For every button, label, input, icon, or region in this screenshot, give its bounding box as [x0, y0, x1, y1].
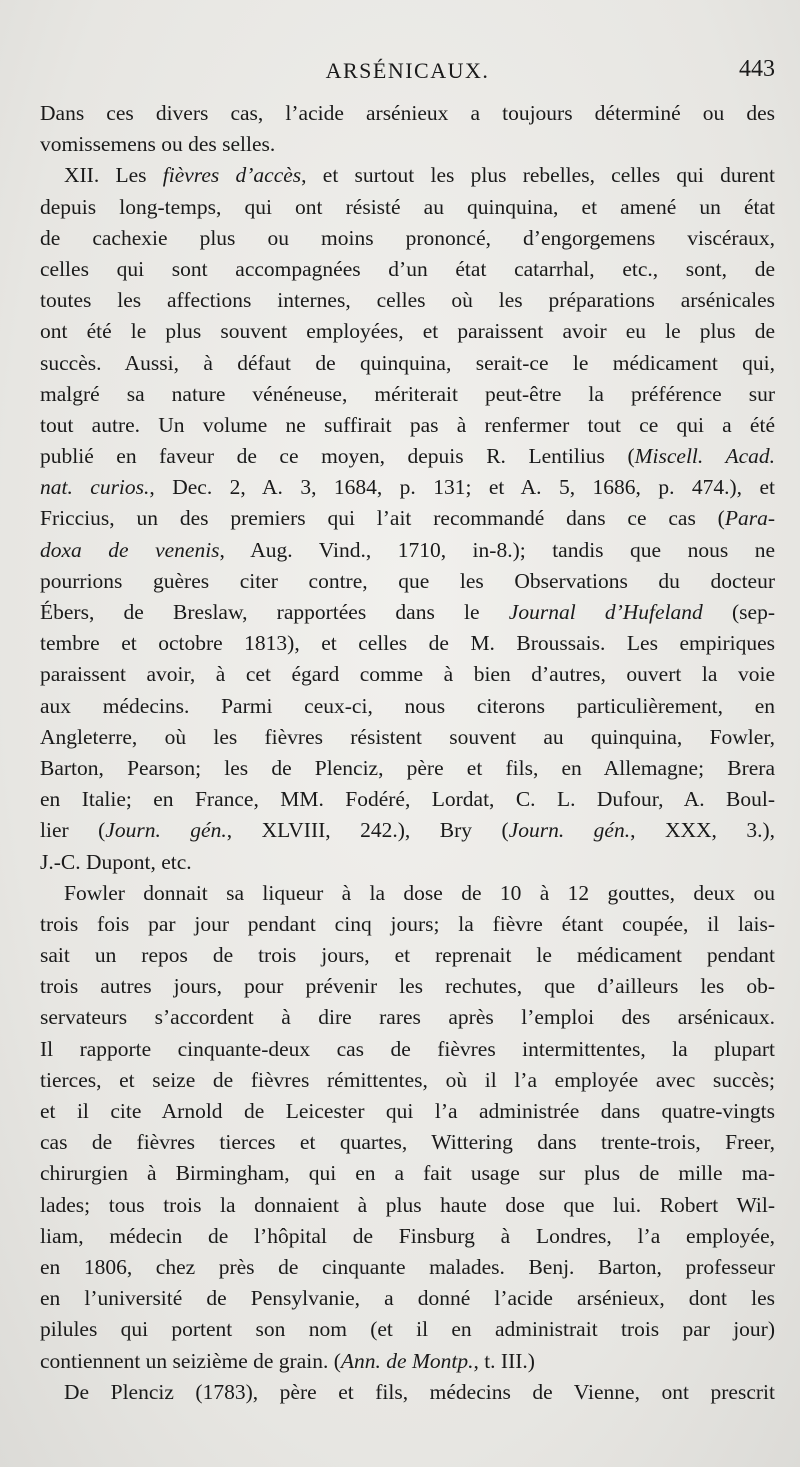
text-line: malgré sa nature vénéneuse, mériterait peut-être la préférence sur — [40, 381, 775, 406]
text-line: paraissent avoir, à cet égard comme à bien d’autres, ouvert la voie — [40, 662, 775, 687]
text-line: nat. curios., Dec. 2, A. 3, 1684, p. 131; et A. 5, 1686, p. 474.), et — [40, 475, 775, 500]
text-line: succès. Aussi, à défaut de quinquina, serait-ce le médicament qui, — [40, 350, 775, 375]
text-line: cas de fièvres tierces et quartes, Wittering dans trente-trois, Freer, — [40, 1130, 775, 1155]
text-line: Angleterre, où les fièvres résistent souvent au quinquina, Fowler, — [40, 724, 775, 749]
text-line: chirurgien à Birmingham, qui en a fait usage sur plus de mille ma- — [40, 1161, 775, 1186]
text-line: en l’université de Pensylvanie, a donné l’acide arsénieux, dont les — [40, 1286, 775, 1311]
text-line: lades; tous trois la donnaient à plus haute dose que lui. Robert Wil- — [40, 1192, 775, 1217]
text-line: toutes les affections internes, celles où les préparations arsénicales — [40, 288, 775, 313]
text-line: Dans ces divers cas, l’acide arsénieux a toujours déterminé ou des — [40, 101, 775, 125]
text-line: doxa de venenis, Aug. Vind., 1710, in-8.); tandis que nous ne — [40, 537, 775, 562]
text-line: Fowler donnait sa liqueur à la dose de 10 à 12 gouttes, deux ou — [64, 880, 775, 905]
text-line: publié en faveur de ce moyen, depuis R. Lentilius (Miscell. Acad. — [40, 444, 775, 469]
text-line: trois fois par jour pendant cinq jours; la fièvre étant coupée, il lais- — [40, 911, 775, 936]
running-title: ARSÉNICAUX. — [325, 58, 490, 83]
text-line: en 1806, chez près de cinquante malades. Benj. Barton, professeur — [40, 1254, 775, 1279]
text-line: vomissemens ou des selles. — [40, 132, 276, 157]
text-line: pourrions guères citer contre, que les Observations du docteur — [40, 568, 775, 593]
text-line: De Plenciz (1783), père et fils, médecins de Vienne, ont prescrit — [64, 1379, 775, 1404]
text-line: XII. Les fièvres d’accès, et surtout les plus rebelles, celles qui durent — [64, 163, 775, 188]
text-line: trois autres jours, pour prévenir les rechutes, que d’ailleurs les ob- — [40, 974, 775, 999]
page-number: 443 — [739, 56, 775, 82]
text-line: Barton, Pearson; les de Plenciz, père et fils, en Allemagne; Brera — [40, 755, 775, 780]
body-text — [40, 98, 775, 1408]
text-line: Ébers, de Breslaw, rapportées dans le Journal d’Hufeland (sep- — [40, 600, 775, 624]
text-line: servateurs s’accordent à dire rares après l’emploi des arsénicaux. — [40, 1005, 775, 1030]
text-line: lier (Journ. gén., XLVIII, 242.), Bry (Journ. gén., XXX, 3.), — [40, 818, 775, 843]
text-line: ont été le plus souvent employées, et paraissent avoir eu le plus de — [40, 319, 775, 344]
text-line: sait un repos de trois jours, et reprenait le médicament pendant — [40, 943, 775, 968]
text-line: contiennent un seizième de grain. (Ann. de Montp., t. III.) — [40, 1348, 535, 1373]
text-line: J.-C. Dupont, etc. — [40, 849, 192, 874]
text-line: liam, médecin de l’hôpital de Finsburg à Londres, l’a employée, — [40, 1223, 775, 1248]
page-header — [40, 58, 775, 94]
text-line: tembre et octobre 1813), et celles de M. Broussais. Les empiriques — [40, 631, 775, 656]
text-line: pilules qui portent son nom (et il en administrait trois par jour) — [40, 1317, 775, 1342]
text-line: Il rapporte cinquante-deux cas de fièvres intermittentes, la plupart — [40, 1036, 775, 1061]
text-line: en Italie; en France, MM. Fodéré, Lordat, C. L. Dufour, A. Boul- — [40, 787, 775, 812]
text-line: aux médecins. Parmi ceux-ci, nous citerons particulièrement, en — [40, 693, 775, 718]
text-line: depuis long-temps, qui ont résisté au quinquina, et amené un état — [40, 194, 775, 219]
text-line: celles qui sont accompagnées d’un état catarrhal, etc., sont, de — [40, 256, 775, 281]
text-line: de cachexie plus ou moins prononcé, d’engorgemens viscéraux, — [40, 225, 775, 250]
text-line: et il cite Arnold de Leicester qui l’a administrée dans quatre-vingts — [40, 1099, 775, 1123]
text-line: tout autre. Un volume ne suffirait pas à renfermer tout ce qui a été — [40, 412, 775, 437]
text-line: tierces, et seize de fièvres rémittentes, où il l’a employée avec succès; — [40, 1067, 775, 1092]
text-line: Friccius, un des premiers qui l’ait recommandé dans ce cas (Para- — [40, 506, 775, 531]
